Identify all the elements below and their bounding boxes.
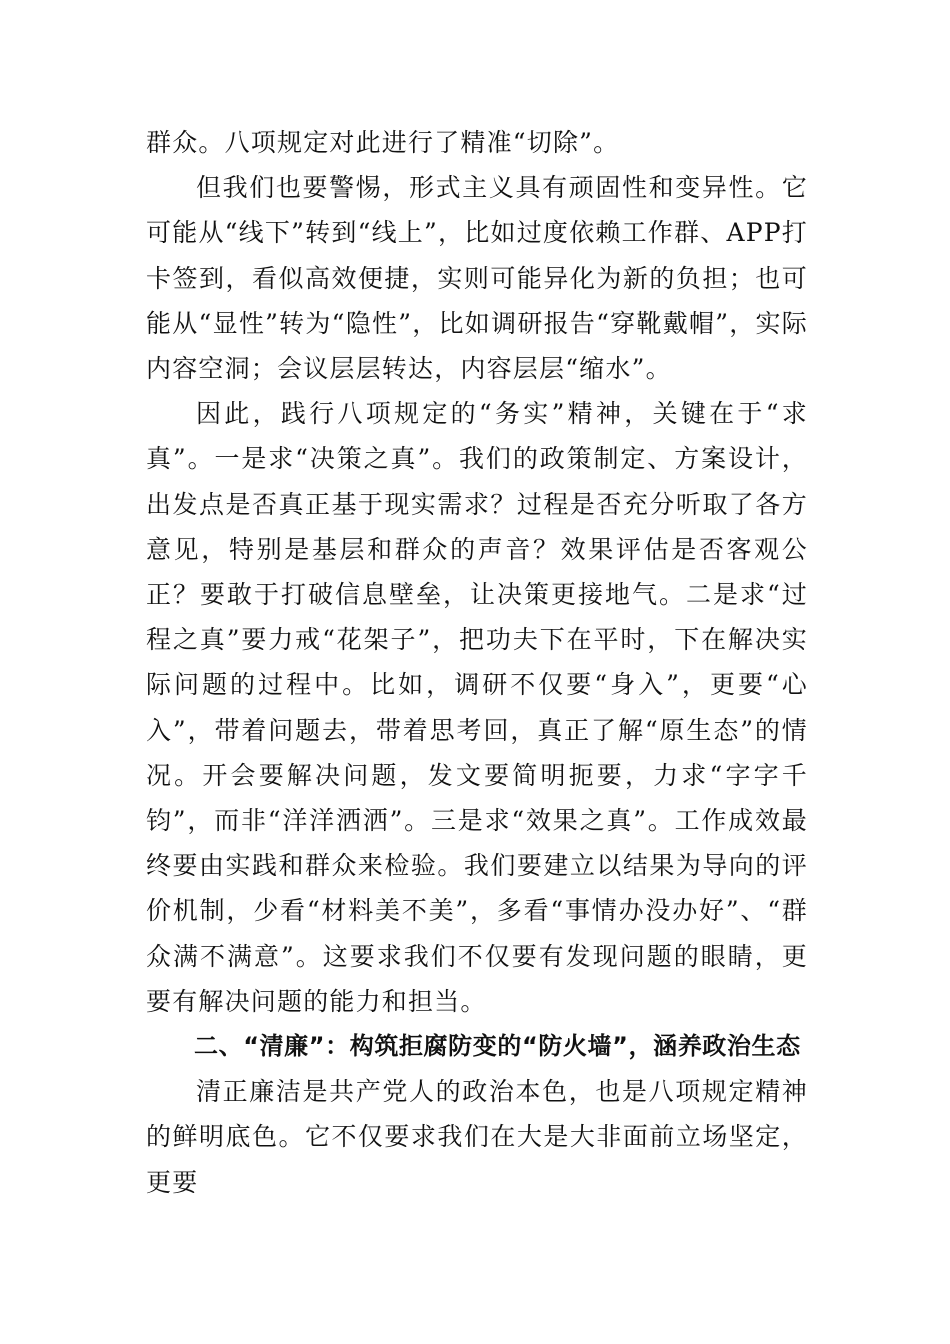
paragraph-seeking-truth: 因此，践行八项规定的“务实”精神，关键在于“求真”。一是求“决策之真”。我们的政策制定、方案设计，出发点是否真正基于现实需求？过程是否充分听取了各方意见，特别是基层和群众的声音？效果评估是否客观公正？要敢于打破信息壁垒，让决策更接地气。二是求“过程之真”要力戒“花架子”，把功夫下在平时，下在解决实际问题的过程中。比如，调研不仅要“身入”，更要“心入”，带着问题去，带着思考回，真正了解“原生态”的情况。开会要解决问题，发文要简明扼要，力求“字字千钧”，而非“洋洋洒洒”。三是求“效果之真”。工作成效最终要由实践和群众来检验。我们要建立以结果为导向的评价机制，少看“材料美不美”，多看“事情办没办好”、“群众满不满意”。这要求我们不仅要有发现问题的眼睛，更要有解决问题的能力和担当。 <box>146 399 808 1016</box>
continued-paragraph: 群众。八项规定对此进行了精准“切除”。 <box>146 128 620 157</box>
paragraph-formalism-variants: 但我们也要警惕，形式主义具有顽固性和变异性。它可能从“线下”转到“线上”，比如过度依赖工作群、APP打卡签到，看似高效便捷，实则可能异化为新的负担；也可能从“显性”转为“隐性”，比如调研报告“穿靴戴帽”，实际内容空洞；会议层层转达，内容层层“缩水”。 <box>146 173 808 384</box>
document-body <box>146 120 808 1205</box>
section-heading-integrity: 二、“清廉”：构筑拒腐防变的“防火墙”，涵养政治生态 <box>194 1032 801 1061</box>
paragraph-integrity-intro: 清正廉洁是共产党人的政治本色，也是八项规定精神的鲜明底色。它不仅要求我们在大是大非面前立场坚定，更要 <box>146 1077 808 1197</box>
